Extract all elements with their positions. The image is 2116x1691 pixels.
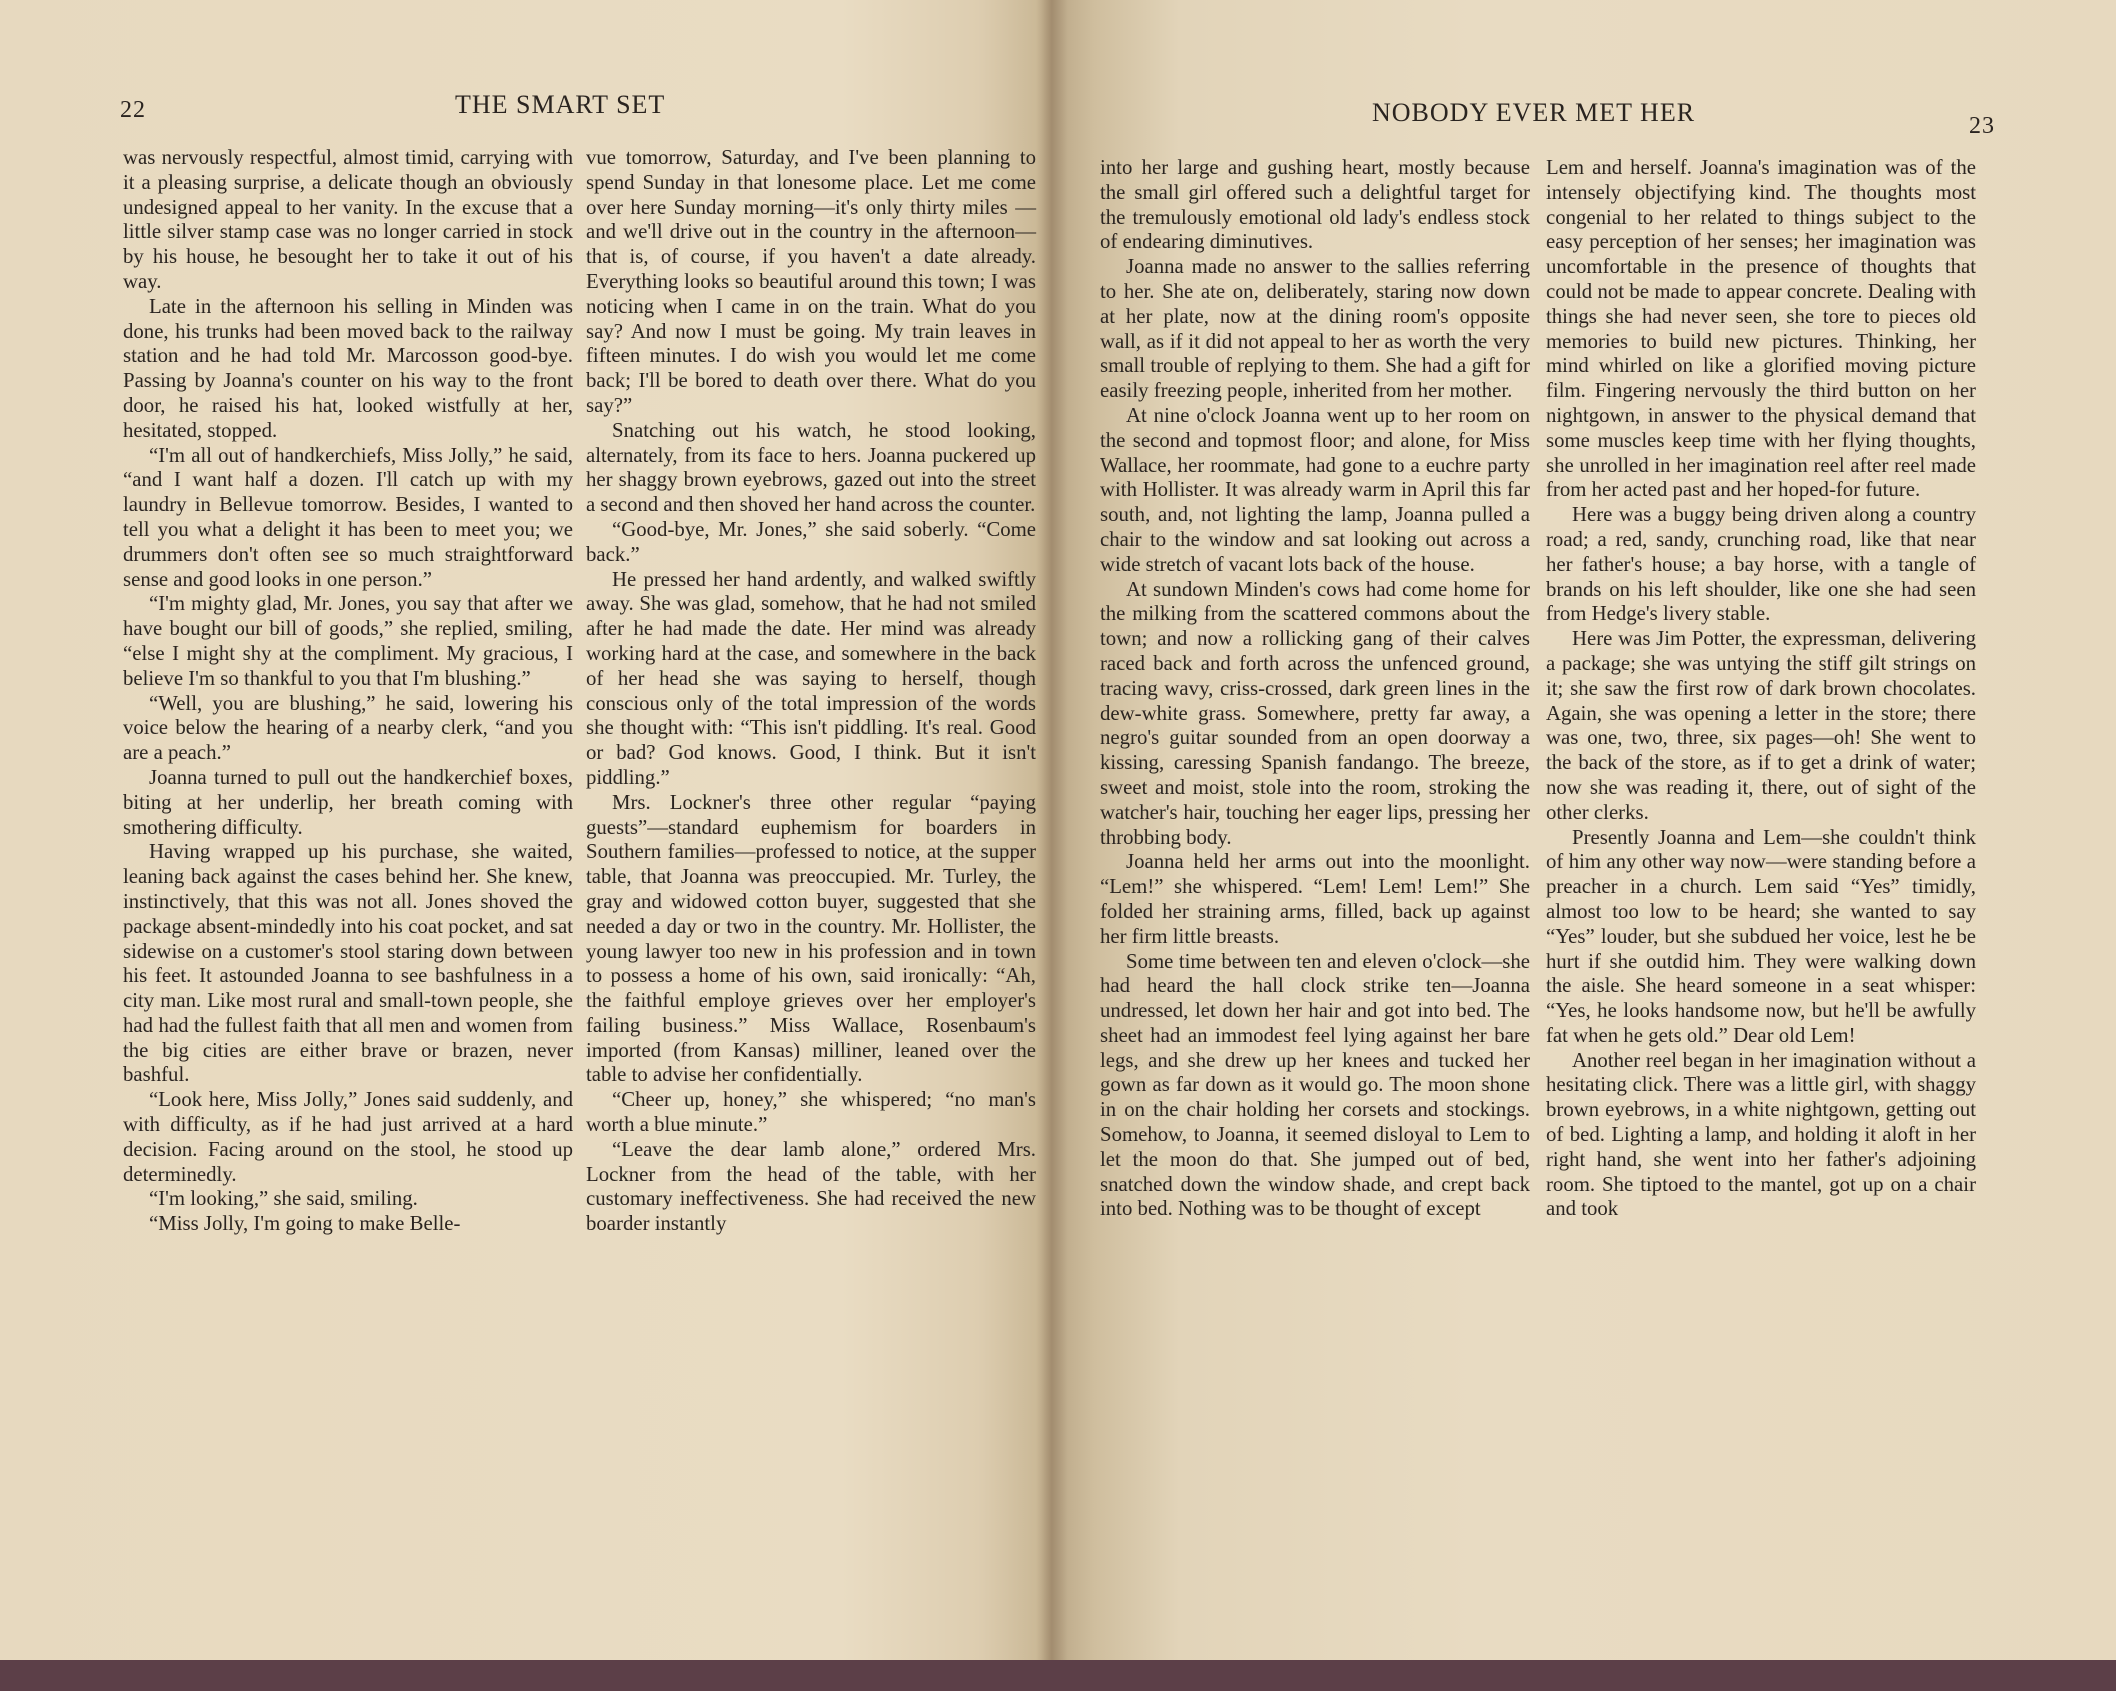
paragraph: “Look here, Miss Jolly,” Jones said suddenly, and with difficulty, as if he had just arrived at a hard decision. Facing around on the stool, he stood up determinedly. xyxy=(123,1088,573,1186)
paragraph: “Cheer up, honey,” she whispered; “no man's worth a blue minute.” xyxy=(586,1088,1036,1137)
paragraph: Late in the afternoon his selling in Minden was done, his trunks had been moved back to the railway station and he had told Mr. Marcosson good-bye. Passing by Joanna's counter on his way to the front door, he raised his hat, looked wistfully at her, hesitated, stopped. xyxy=(123,294,573,442)
paragraph: Lem and herself. Joanna's imagination was of the intensely objectifying kind. The thoughts most congenial to her related to things subject to the easy perception of her senses; her imagination was uncomfortable in the presence of thoughts that could not be made to appear concrete. Dealing with things she had never seen, she tore to pieces old memories to build new pictures. Thinking, her mind whirled on like a glorified moving picture film. Fingering nervously the third button on her nightgown, in answer to the physical demand that some muscles keep time with her flying thoughts, she unrolled in her imagination reel after reel made from her acted past and her hoped-for future. xyxy=(1546,156,1976,502)
paragraph: Joanna made no answer to the sallies referring to her. She ate on, deliberately, staring now down at her plate, now at the dining room's opposite wall, as if it did not appeal to her as worth the very small trouble of replying to them. She had a gift for easily freezing people, inherited from her mother. xyxy=(1100,255,1530,403)
left-page xyxy=(0,0,1052,1691)
paragraph: At sundown Minden's cows had come home for the milking from the scattered commons about the town; and now a rollicking gang of their calves raced back and forth across the unfenced ground, tracing wavy, criss-crossed, dark green lines in the dew-white grass. Somewhere, pretty far away, a negro's guitar sounded from an open doorway a kissing, caressing Spanish fandango. The breeze, sweet and moist, stole into the room, stroking the watcher's hair, touching her eager lips, pressing her throbbing body. xyxy=(1100,577,1530,849)
paragraph: Joanna turned to pull out the handkerchief boxes, biting at her underlip, her breath coming with smothering difficulty. xyxy=(123,765,573,839)
paragraph: Having wrapped up his purchase, she waited, leaning back against the cases behind her. She knew, instinctively, that this was not all. Jones shoved the package absent-mindedly into his coat pocket, and sat sidewise on a customer's stool staring down between his feet. It astounded Joanna to see bashfulness in a city man. Like most rural and small-town people, she had had the fullest faith that all men and women from the big cities are either brave or brazen, never bashful. xyxy=(123,840,573,1087)
text-column xyxy=(123,146,573,1237)
paragraph: He pressed her hand ardently, and walked swiftly away. She was glad, somehow, that he had not smiled after he had made the date. Her mind was already working hard at the case, and somewhere in the back of her head she was saying to herself, though conscious only of the total impression of the words she thought with: “This isn't piddling. It's real. Good or bad? God knows. Good, I think. But it isn't piddling.” xyxy=(586,567,1036,789)
paragraph: Presently Joanna and Lem—she couldn't think of him any other way now—were standing before a preacher in a church. Lem said “Yes” timidly, almost too low to be heard; she wanted to say “Yes” louder, but she subdued her voice, lest he be hurt if she outdid him. They were walking down the aisle. She heard someone in a seat whisper: “Yes, he looks handsome now, but he'll be awfully fat when he gets old.” Dear old Lem! xyxy=(1546,825,1976,1047)
paragraph: into her large and gushing heart, mostly because the small girl offered such a delightful target for the tremulously emotional old lady's endless stock of endearing diminutives. xyxy=(1100,156,1530,254)
paragraph: was nervously respectful, almost timid, carrying with it a pleasing surprise, a delicate though an obviously undesigned appeal to her vanity. In the excuse that a little silver stamp case was no longer carried in stock by his house, he besought her to take it out of his way. xyxy=(123,146,573,293)
paragraph: “Good-bye, Mr. Jones,” she said soberly. “Come back.” xyxy=(586,517,1036,566)
paragraph: vue tomorrow, Saturday, and I've been planning to spend Sunday in that lonesome place. Let me come over here Sunday morning—it's only thirty miles —and we'll drive out in the country in the afternoon—that is, of course, if you haven't a date already. Everything looks so beautiful around this town; I was noticing when I came in on the train. What do you say? And now I must be going. My train leaves in fifteen minutes. I do wish you would let me come back; I'll be bored to death over there. What do you say?” xyxy=(586,146,1036,417)
paragraph: Another reel began in her imagination without a hesitating click. There was a little girl, with shaggy brown eyebrows, in a white nightgown, getting out of bed. Lighting a lamp, and holding it aloft in her right hand, she went into her father's adjoining room. She tiptoed to the mantel, got up on a chair and took xyxy=(1546,1048,1976,1221)
paragraph: Mrs. Lockner's three other regular “paying guests”—standard euphemism for boarders in Southern families—professed to notice, at the supper table, that Joanna was preoccupied. Mr. Turley, the gray and widowed cotton buyer, suggested that she needed a day or two in the country. Mr. Hollister, the young lawyer too new in his profession and in town to possess a home of his own, said ironically: “Ah, the faithful employe grieves over her employer's failing business.” Miss Wallace, Rosenbaum's imported (from Kansas) milliner, leaned over the table to advise her confidentially. xyxy=(586,790,1036,1087)
paragraph: Joanna held her arms out into the moonlight. “Lem!” she whispered. “Lem! Lem! Lem!” She folded her straining arms, filled, back up against her firm little breasts. xyxy=(1100,850,1530,948)
paragraph: “Well, you are blushing,” he said, lowering his voice below the hearing of a nearby clerk, “and you are a peach.” xyxy=(123,691,573,765)
right-page xyxy=(1052,0,2116,1691)
text-column xyxy=(586,146,1036,1237)
running-head: NOBODY EVER MET HER xyxy=(1372,98,1696,127)
paragraph: “I'm mighty glad, Mr. Jones, you say that after we have bought our bill of goods,” she replied, smiling, “else I might shy at the compliment. My gracious, I believe I'm so thankful to you that I'm blushing.” xyxy=(123,592,573,690)
text-column xyxy=(1100,156,1530,1222)
running-head: THE SMART SET xyxy=(455,90,666,119)
text-column xyxy=(1546,156,1976,1222)
paragraph: Here was a buggy being driven along a country road; a red, sandy, crunching road, like that near her father's house; a bay horse, with a tangle of brands on his left shoulder, like one she had seen from Hedge's livery stable. xyxy=(1546,503,1976,626)
paragraph: Some time between ten and eleven o'clock—she had heard the hall clock strike ten—Joanna undressed, let down her hair and got into bed. The sheet had an immodest feel lying against her bare legs, and she drew up her knees and tucked her gown as far down as it would go. The moon shone in on the chair holding her corsets and stockings. Somehow, to Joanna, it seemed disloyal to Lem to let the moon do that. She jumped out of bed, snatched down the window shade, and crept back into bed. Nothing was to be thought of except xyxy=(1100,949,1530,1221)
paragraph: “I'm all out of handkerchiefs, Miss Jolly,” he said, “and I want half a dozen. I'll catch up with my laundry in Bellevue tomorrow. Besides, I wanted to tell you what a delight it has been to meet you; we drummers don't often see so much straightforward sense and good looks in one person.” xyxy=(123,443,573,591)
paragraph: At nine o'clock Joanna went up to her room on the second and topmost floor; and alone, for Miss Wallace, her roommate, had gone to a euchre party with Hollister. It was already warm in April this far south, and, not lighting the lamp, Joanna pulled a chair to the window and sat looking out across a wide stretch of vacant lots back of the house. xyxy=(1100,403,1530,576)
paragraph: “Miss Jolly, I'm going to make Belle- xyxy=(149,1212,461,1236)
paragraph: Here was Jim Potter, the expressman, delivering a package; she was untying the stiff gilt strings on it; she saw the first row of dark brown chocolates. Again, she was opening a letter in the store; there was one, two, three, six pages—oh! She went to the back of the store, as if to get a drink of water; now she was reading it, there, out of sight of the other clerks. xyxy=(1546,627,1976,824)
paragraph: “Leave the dear lamb alone,” ordered Mrs. Lockner from the head of the table, with her customary ineffectiveness. She had received the new boarder instantly xyxy=(586,1137,1036,1236)
paragraph: Snatching out his watch, he stood looking, alternately, from its face to hers. Joanna puckered up her shaggy brown eyebrows, gazed out into the street a second and then shoved her hand across the counter. xyxy=(586,418,1036,517)
paragraph: “I'm looking,” she said, smiling. xyxy=(149,1187,418,1211)
book-gutter xyxy=(1036,0,1068,1691)
cover-edge xyxy=(0,1660,2116,1691)
page-number: 23 xyxy=(1969,113,1995,139)
page-number: 22 xyxy=(120,97,146,123)
